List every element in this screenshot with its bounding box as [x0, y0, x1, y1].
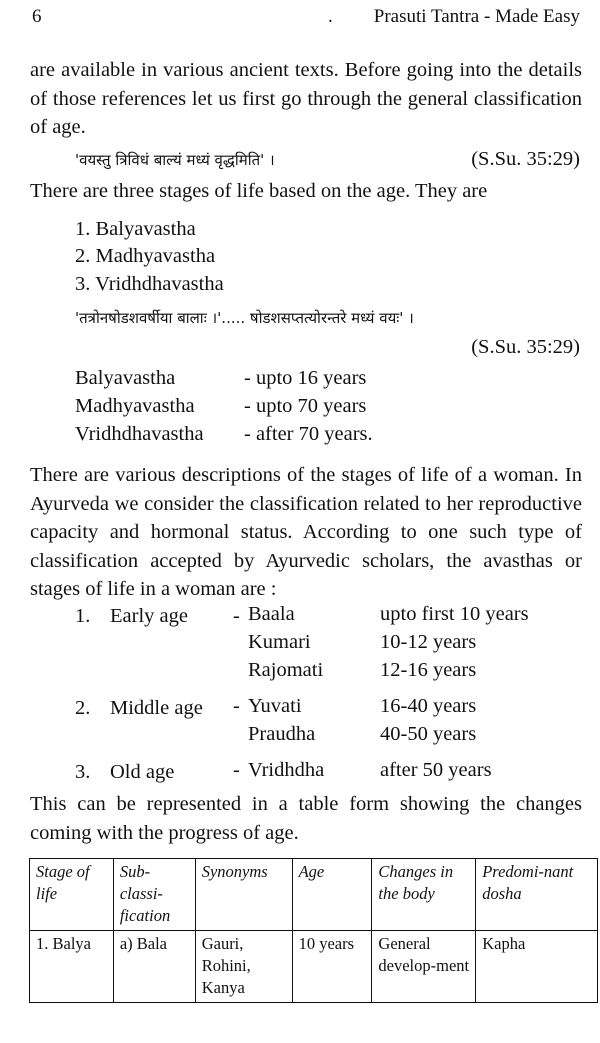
- avastha-name: Praudha: [248, 723, 316, 745]
- avastha-dash: -: [233, 695, 240, 717]
- table-cell: a) Bala: [113, 931, 195, 1003]
- age-stages-table: [29, 858, 598, 1003]
- stages-intro: There are three stages of life based on the age. They are: [30, 180, 488, 202]
- age-range-value: - upto 70 years: [244, 395, 367, 417]
- age-range-value: - upto 16 years: [244, 367, 367, 389]
- avastha-name: Kumari: [248, 631, 311, 653]
- table-cell: Kapha: [476, 931, 598, 1003]
- stage-item: 2. Madhyavastha: [75, 245, 216, 267]
- avastha-name: Yuvati: [248, 695, 302, 717]
- avastha-label: Middle age: [110, 697, 203, 719]
- avastha-age: 12-16 years: [380, 659, 477, 681]
- table-header-cell: Predomi-nant dosha: [476, 859, 598, 931]
- table-header-cell: Synonyms: [195, 859, 292, 931]
- age-range-value: - after 70 years.: [244, 423, 373, 445]
- table-header-cell: Sub-classi-fication: [113, 859, 195, 931]
- shloka-2-reference: (S.Su. 35:29): [471, 336, 580, 358]
- stage-item: 1. Balyavastha: [75, 218, 196, 240]
- table-header-row: [30, 859, 598, 931]
- shloka-1: 'वयस्तु त्रिविधं बाल्यं मध्यं वृद्धमिति' ।: [75, 151, 275, 169]
- avastha-dash: -: [233, 759, 240, 781]
- avastha-age: 40-50 years: [380, 723, 477, 745]
- woman-stages-paragraph: There are various descriptions of the stages of life of a woman. In Ayurveda we consider the classification related to her reproductive capacity and hormonal status. According to one such type of classification accepted by Ayurvedic scholars, the avasthas or stages of life in a woman are :: [30, 464, 582, 600]
- age-range-stage: Madhyavastha: [75, 395, 195, 417]
- avastha-name: Rajomati: [248, 659, 324, 681]
- table-cell: 1. Balya: [30, 931, 114, 1003]
- running-title: Prasuti Tantra - Made Easy: [373, 6, 580, 27]
- avastha-age: 10-12 years: [380, 631, 477, 653]
- avastha-age: after 50 years: [380, 759, 492, 781]
- header-dot: .: [328, 6, 333, 27]
- avastha-number: 1.: [75, 605, 91, 627]
- avastha-dash: -: [233, 605, 240, 627]
- page-header: [32, 6, 580, 34]
- table-row: [30, 931, 598, 1003]
- table-intro-paragraph: This can be represented in a table form showing the changes coming with the progress of age.: [30, 793, 582, 844]
- table-cell: 10 years: [292, 931, 372, 1003]
- stage-item: 3. Vridhdhavastha: [75, 273, 224, 295]
- avastha-label: Old age: [110, 761, 175, 783]
- age-range-stage: Balyavastha: [75, 367, 176, 389]
- shloka-1-reference: (S.Su. 35:29): [471, 148, 580, 170]
- avastha-number: 2.: [75, 697, 91, 719]
- avastha-age: upto first 10 years: [380, 603, 529, 625]
- table-header-cell: Stage of life: [30, 859, 114, 931]
- avastha-number: 3.: [75, 761, 91, 783]
- shloka-2: 'तत्रोनषोडशवर्षीया बालाः ।'..... षोडशसप्तत्योरन्तरे मध्यं वयः' ।: [75, 309, 414, 327]
- avastha-label: Early age: [110, 605, 188, 627]
- table-cell: Gauri, Rohini, Kanya: [195, 931, 292, 1003]
- page-number: 6: [32, 6, 42, 27]
- table-header-cell: Age: [292, 859, 372, 931]
- avastha-age: 16-40 years: [380, 695, 477, 717]
- table-header-cell: Changes in the body: [372, 859, 476, 931]
- avastha-name: Vridhdha: [248, 759, 325, 781]
- avastha-name: Baala: [248, 603, 295, 625]
- age-range-stage: Vridhdhavastha: [75, 423, 204, 445]
- table-cell: General develop-ment: [372, 931, 476, 1003]
- intro-paragraph: are available in various ancient texts. Before going into the details of those references let us first go through the general classification of age.: [30, 59, 582, 138]
